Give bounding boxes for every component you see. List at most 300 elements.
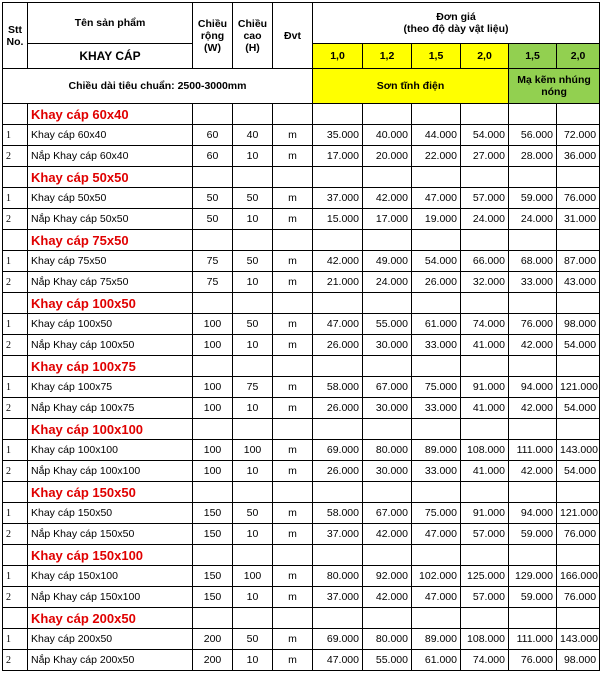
price-cell: 91.000 bbox=[461, 503, 509, 524]
thickness-paint-1: 1,0 bbox=[313, 44, 363, 69]
product-width: 100 bbox=[193, 377, 233, 398]
price-cell: 47.000 bbox=[313, 650, 363, 671]
price-cell: 166.000 bbox=[557, 566, 600, 587]
table-row bbox=[3, 440, 600, 461]
price-cell: 33.000 bbox=[412, 335, 461, 356]
price-cell: 57.000 bbox=[461, 188, 509, 209]
price-cell: 54.000 bbox=[557, 398, 600, 419]
price-cell: 58.000 bbox=[313, 377, 363, 398]
empty-cell bbox=[412, 230, 461, 251]
product-height: 10 bbox=[233, 335, 273, 356]
price-cell: 33.000 bbox=[412, 398, 461, 419]
price-cell: 32.000 bbox=[461, 272, 509, 293]
price-cell: 27.000 bbox=[461, 146, 509, 167]
empty-cell bbox=[412, 167, 461, 188]
table-row bbox=[3, 398, 600, 419]
price-cell: 94.000 bbox=[509, 503, 557, 524]
price-cell: 47.000 bbox=[412, 524, 461, 545]
price-cell: 41.000 bbox=[461, 335, 509, 356]
product-name: Nắp Khay cáp 60x40 bbox=[28, 146, 193, 167]
empty-cell bbox=[313, 482, 363, 503]
empty-cell bbox=[461, 356, 509, 377]
product-width: 60 bbox=[193, 125, 233, 146]
empty-cell bbox=[273, 230, 313, 251]
product-unit: m bbox=[273, 524, 313, 545]
stt-cell bbox=[3, 545, 28, 566]
table-row bbox=[3, 503, 600, 524]
product-height: 10 bbox=[233, 146, 273, 167]
price-cell: 42.000 bbox=[363, 587, 412, 608]
empty-cell bbox=[412, 293, 461, 314]
product-width: 100 bbox=[193, 398, 233, 419]
table-row bbox=[3, 125, 600, 146]
empty-cell bbox=[193, 230, 233, 251]
empty-cell bbox=[557, 482, 600, 503]
price-cell: 80.000 bbox=[313, 566, 363, 587]
price-cell: 80.000 bbox=[363, 440, 412, 461]
price-cell: 143.000 bbox=[557, 440, 600, 461]
stt-cell bbox=[3, 419, 28, 440]
empty-cell bbox=[557, 104, 600, 125]
empty-cell bbox=[461, 230, 509, 251]
empty-cell bbox=[557, 545, 600, 566]
empty-cell bbox=[412, 482, 461, 503]
empty-cell bbox=[412, 356, 461, 377]
empty-cell bbox=[509, 419, 557, 440]
product-height: 10 bbox=[233, 587, 273, 608]
product-name: Khay cáp 150x50 bbox=[28, 503, 193, 524]
empty-cell bbox=[363, 608, 412, 629]
price-cell: 75.000 bbox=[412, 503, 461, 524]
product-name: Nắp Khay cáp 50x50 bbox=[28, 209, 193, 230]
price-cell: 22.000 bbox=[412, 146, 461, 167]
group-title: Khay cáp 75x50 bbox=[28, 230, 193, 251]
product-width: 150 bbox=[193, 566, 233, 587]
table-row bbox=[3, 650, 600, 671]
price-cell: 74.000 bbox=[461, 650, 509, 671]
empty-cell bbox=[363, 293, 412, 314]
price-cell: 108.000 bbox=[461, 629, 509, 650]
stt-cell bbox=[3, 608, 28, 629]
price-cell: 92.000 bbox=[363, 566, 412, 587]
table-row bbox=[3, 566, 600, 587]
price-cell: 42.000 bbox=[509, 335, 557, 356]
row-stt: 2 bbox=[3, 272, 28, 293]
product-unit: m bbox=[273, 188, 313, 209]
price-cell: 143.000 bbox=[557, 629, 600, 650]
empty-cell bbox=[233, 230, 273, 251]
product-name: Khay cáp 200x50 bbox=[28, 629, 193, 650]
price-cell: 17.000 bbox=[363, 209, 412, 230]
price-cell: 121.000 bbox=[557, 377, 600, 398]
stt-cell bbox=[3, 104, 28, 125]
price-cell: 76.000 bbox=[557, 188, 600, 209]
price-cell: 102.000 bbox=[412, 566, 461, 587]
group-title: Khay cáp 60x40 bbox=[28, 104, 193, 125]
product-name: Khay cáp 100x50 bbox=[28, 314, 193, 335]
group-row bbox=[3, 545, 600, 566]
price-cell: 76.000 bbox=[557, 524, 600, 545]
empty-cell bbox=[233, 356, 273, 377]
price-cell: 40.000 bbox=[363, 125, 412, 146]
product-width: 100 bbox=[193, 335, 233, 356]
header-product: KHAY CÁP bbox=[28, 44, 193, 69]
product-height: 50 bbox=[233, 188, 273, 209]
row-stt: 2 bbox=[3, 398, 28, 419]
price-cell: 19.000 bbox=[412, 209, 461, 230]
standard-length: Chiều dài tiêu chuẩn: 2500-3000mm bbox=[3, 69, 313, 104]
price-cell: 74.000 bbox=[461, 314, 509, 335]
product-name: Nắp Khay cáp 100x100 bbox=[28, 461, 193, 482]
product-height: 10 bbox=[233, 524, 273, 545]
price-cell: 26.000 bbox=[313, 398, 363, 419]
stt-cell bbox=[3, 356, 28, 377]
price-table bbox=[2, 2, 600, 671]
row-stt: 1 bbox=[3, 188, 28, 209]
empty-cell bbox=[557, 608, 600, 629]
product-height: 10 bbox=[233, 461, 273, 482]
row-stt: 2 bbox=[3, 461, 28, 482]
price-cell: 76.000 bbox=[509, 314, 557, 335]
price-cell: 98.000 bbox=[557, 650, 600, 671]
product-width: 150 bbox=[193, 587, 233, 608]
price-cell: 24.000 bbox=[461, 209, 509, 230]
group-row bbox=[3, 167, 600, 188]
empty-cell bbox=[509, 104, 557, 125]
header-price-note: (theo độ dày vật liệu) bbox=[403, 23, 509, 35]
empty-cell bbox=[557, 230, 600, 251]
row-stt: 2 bbox=[3, 587, 28, 608]
product-width: 150 bbox=[193, 524, 233, 545]
price-cell: 36.000 bbox=[557, 146, 600, 167]
group-title: Khay cáp 100x100 bbox=[28, 419, 193, 440]
empty-cell bbox=[509, 608, 557, 629]
empty-cell bbox=[233, 104, 273, 125]
empty-cell bbox=[313, 608, 363, 629]
table-row bbox=[3, 251, 600, 272]
empty-cell bbox=[557, 419, 600, 440]
price-cell: 89.000 bbox=[412, 440, 461, 461]
product-name: Nắp Khay cáp 100x75 bbox=[28, 398, 193, 419]
product-height: 40 bbox=[233, 125, 273, 146]
price-cell: 15.000 bbox=[313, 209, 363, 230]
product-height: 50 bbox=[233, 251, 273, 272]
price-cell: 55.000 bbox=[363, 314, 412, 335]
empty-cell bbox=[412, 419, 461, 440]
product-unit: m bbox=[273, 461, 313, 482]
table-row bbox=[3, 461, 600, 482]
price-cell: 61.000 bbox=[412, 650, 461, 671]
empty-cell bbox=[233, 545, 273, 566]
product-name: Khay cáp 60x40 bbox=[28, 125, 193, 146]
product-name: Nắp Khay cáp 150x50 bbox=[28, 524, 193, 545]
price-cell: 68.000 bbox=[509, 251, 557, 272]
product-name: Khay cáp 75x50 bbox=[28, 251, 193, 272]
price-cell: 67.000 bbox=[363, 377, 412, 398]
stt-cell bbox=[3, 230, 28, 251]
empty-cell bbox=[509, 167, 557, 188]
empty-cell bbox=[273, 104, 313, 125]
stt-cell bbox=[3, 293, 28, 314]
row-stt: 2 bbox=[3, 650, 28, 671]
price-cell: 42.000 bbox=[363, 524, 412, 545]
price-cell: 125.000 bbox=[461, 566, 509, 587]
product-unit: m bbox=[273, 566, 313, 587]
row-stt: 1 bbox=[3, 125, 28, 146]
empty-cell bbox=[509, 356, 557, 377]
table-row bbox=[3, 272, 600, 293]
price-cell: 42.000 bbox=[313, 251, 363, 272]
price-cell: 42.000 bbox=[363, 188, 412, 209]
price-cell: 37.000 bbox=[313, 524, 363, 545]
product-height: 50 bbox=[233, 314, 273, 335]
table-row bbox=[3, 629, 600, 650]
empty-cell bbox=[313, 167, 363, 188]
thickness-galv-2: 2,0 bbox=[557, 44, 600, 69]
group-title: Khay cáp 150x50 bbox=[28, 482, 193, 503]
product-unit: m bbox=[273, 650, 313, 671]
thickness-paint-3: 1,5 bbox=[412, 44, 461, 69]
thickness-paint-2: 1,2 bbox=[363, 44, 412, 69]
empty-cell bbox=[461, 104, 509, 125]
product-unit: m bbox=[273, 503, 313, 524]
price-cell: 47.000 bbox=[313, 314, 363, 335]
empty-cell bbox=[233, 419, 273, 440]
empty-cell bbox=[461, 167, 509, 188]
product-width: 150 bbox=[193, 503, 233, 524]
product-height: 10 bbox=[233, 209, 273, 230]
empty-cell bbox=[509, 230, 557, 251]
price-cell: 111.000 bbox=[509, 629, 557, 650]
price-cell: 108.000 bbox=[461, 440, 509, 461]
price-cell: 72.000 bbox=[557, 125, 600, 146]
row-stt: 1 bbox=[3, 251, 28, 272]
empty-cell bbox=[461, 293, 509, 314]
price-cell: 57.000 bbox=[461, 587, 509, 608]
table-row bbox=[3, 314, 600, 335]
price-cell: 61.000 bbox=[412, 314, 461, 335]
row-stt: 1 bbox=[3, 503, 28, 524]
header-height: Chiều cao (H) bbox=[233, 3, 273, 69]
empty-cell bbox=[509, 293, 557, 314]
group-title: Khay cáp 200x50 bbox=[28, 608, 193, 629]
table-row bbox=[3, 377, 600, 398]
empty-cell bbox=[193, 419, 233, 440]
product-height: 10 bbox=[233, 398, 273, 419]
price-cell: 44.000 bbox=[412, 125, 461, 146]
price-cell: 66.000 bbox=[461, 251, 509, 272]
empty-cell bbox=[193, 608, 233, 629]
product-width: 200 bbox=[193, 650, 233, 671]
empty-cell bbox=[273, 356, 313, 377]
row-stt: 2 bbox=[3, 524, 28, 545]
price-cell: 33.000 bbox=[412, 461, 461, 482]
empty-cell bbox=[363, 230, 412, 251]
price-cell: 33.000 bbox=[509, 272, 557, 293]
header-width: Chiều rộng (W) bbox=[193, 3, 233, 69]
price-cell: 35.000 bbox=[313, 125, 363, 146]
empty-cell bbox=[363, 482, 412, 503]
table-row bbox=[3, 335, 600, 356]
thickness-galv-1: 1,5 bbox=[509, 44, 557, 69]
product-height: 100 bbox=[233, 566, 273, 587]
product-height: 100 bbox=[233, 440, 273, 461]
row-stt: 2 bbox=[3, 209, 28, 230]
price-cell: 121.000 bbox=[557, 503, 600, 524]
empty-cell bbox=[193, 293, 233, 314]
group-title: Khay cáp 150x100 bbox=[28, 545, 193, 566]
price-cell: 76.000 bbox=[509, 650, 557, 671]
product-width: 60 bbox=[193, 146, 233, 167]
empty-cell bbox=[557, 293, 600, 314]
header-product-name: Tên sản phẩm bbox=[28, 3, 193, 44]
empty-cell bbox=[273, 167, 313, 188]
empty-cell bbox=[363, 104, 412, 125]
product-unit: m bbox=[273, 209, 313, 230]
product-width: 100 bbox=[193, 314, 233, 335]
product-width: 75 bbox=[193, 251, 233, 272]
header-price-title: Đơn giá bbox=[436, 11, 476, 23]
price-cell: 28.000 bbox=[509, 146, 557, 167]
price-cell: 21.000 bbox=[313, 272, 363, 293]
price-cell: 87.000 bbox=[557, 251, 600, 272]
stt-cell bbox=[3, 167, 28, 188]
price-cell: 89.000 bbox=[412, 629, 461, 650]
price-cell: 59.000 bbox=[509, 524, 557, 545]
product-unit: m bbox=[273, 125, 313, 146]
empty-cell bbox=[313, 419, 363, 440]
group-row bbox=[3, 230, 600, 251]
price-cell: 54.000 bbox=[461, 125, 509, 146]
empty-cell bbox=[233, 167, 273, 188]
empty-cell bbox=[273, 608, 313, 629]
group-title: Khay cáp 100x50 bbox=[28, 293, 193, 314]
empty-cell bbox=[273, 482, 313, 503]
group-title: Khay cáp 100x75 bbox=[28, 356, 193, 377]
product-height: 10 bbox=[233, 272, 273, 293]
product-height: 50 bbox=[233, 503, 273, 524]
group-row bbox=[3, 482, 600, 503]
empty-cell bbox=[233, 293, 273, 314]
group-row bbox=[3, 356, 600, 377]
empty-cell bbox=[412, 104, 461, 125]
price-cell: 59.000 bbox=[509, 587, 557, 608]
product-unit: m bbox=[273, 587, 313, 608]
row-stt: 2 bbox=[3, 335, 28, 356]
product-unit: m bbox=[273, 272, 313, 293]
empty-cell bbox=[557, 167, 600, 188]
empty-cell bbox=[363, 545, 412, 566]
price-cell: 54.000 bbox=[557, 335, 600, 356]
empty-cell bbox=[273, 545, 313, 566]
empty-cell bbox=[363, 356, 412, 377]
price-cell: 17.000 bbox=[313, 146, 363, 167]
product-unit: m bbox=[273, 629, 313, 650]
header-unit: Đvt bbox=[273, 3, 313, 69]
product-height: 75 bbox=[233, 377, 273, 398]
table-row bbox=[3, 188, 600, 209]
product-unit: m bbox=[273, 146, 313, 167]
empty-cell bbox=[313, 230, 363, 251]
price-cell: 56.000 bbox=[509, 125, 557, 146]
product-unit: m bbox=[273, 314, 313, 335]
price-cell: 43.000 bbox=[557, 272, 600, 293]
product-width: 100 bbox=[193, 440, 233, 461]
price-cell: 37.000 bbox=[313, 188, 363, 209]
empty-cell bbox=[412, 608, 461, 629]
product-unit: m bbox=[273, 335, 313, 356]
price-cell: 111.000 bbox=[509, 440, 557, 461]
row-stt: 1 bbox=[3, 566, 28, 587]
price-cell: 80.000 bbox=[363, 629, 412, 650]
price-cell: 91.000 bbox=[461, 377, 509, 398]
price-cell: 24.000 bbox=[509, 209, 557, 230]
empty-cell bbox=[509, 482, 557, 503]
product-width: 100 bbox=[193, 461, 233, 482]
product-unit: m bbox=[273, 398, 313, 419]
product-unit: m bbox=[273, 377, 313, 398]
product-name: Khay cáp 100x100 bbox=[28, 440, 193, 461]
price-cell: 37.000 bbox=[313, 587, 363, 608]
header-stt: Stt No. bbox=[3, 3, 28, 69]
price-cell: 75.000 bbox=[412, 377, 461, 398]
group-row bbox=[3, 293, 600, 314]
product-width: 50 bbox=[193, 188, 233, 209]
price-cell: 94.000 bbox=[509, 377, 557, 398]
price-cell: 26.000 bbox=[412, 272, 461, 293]
table-row bbox=[3, 524, 600, 545]
row-stt: 1 bbox=[3, 440, 28, 461]
empty-cell bbox=[193, 545, 233, 566]
price-cell: 98.000 bbox=[557, 314, 600, 335]
empty-cell bbox=[193, 482, 233, 503]
empty-cell bbox=[363, 419, 412, 440]
group-row bbox=[3, 608, 600, 629]
product-unit: m bbox=[273, 440, 313, 461]
empty-cell bbox=[557, 356, 600, 377]
empty-cell bbox=[412, 545, 461, 566]
price-cell: 67.000 bbox=[363, 503, 412, 524]
header-price bbox=[313, 3, 600, 44]
finish-galv: Mạ kẽm nhúng nóng bbox=[509, 69, 600, 104]
empty-cell bbox=[509, 545, 557, 566]
empty-cell bbox=[313, 293, 363, 314]
empty-cell bbox=[461, 545, 509, 566]
row-stt: 1 bbox=[3, 377, 28, 398]
row-stt: 2 bbox=[3, 146, 28, 167]
empty-cell bbox=[193, 356, 233, 377]
group-row bbox=[3, 104, 600, 125]
empty-cell bbox=[313, 545, 363, 566]
price-cell: 49.000 bbox=[363, 251, 412, 272]
price-cell: 41.000 bbox=[461, 398, 509, 419]
product-name: Khay cáp 150x100 bbox=[28, 566, 193, 587]
price-cell: 41.000 bbox=[461, 461, 509, 482]
product-width: 50 bbox=[193, 209, 233, 230]
price-cell: 30.000 bbox=[363, 335, 412, 356]
price-cell: 26.000 bbox=[313, 461, 363, 482]
empty-cell bbox=[363, 167, 412, 188]
product-height: 50 bbox=[233, 629, 273, 650]
empty-cell bbox=[461, 419, 509, 440]
table-row bbox=[3, 146, 600, 167]
empty-cell bbox=[461, 482, 509, 503]
table-row bbox=[3, 209, 600, 230]
price-cell: 30.000 bbox=[363, 461, 412, 482]
price-cell: 30.000 bbox=[363, 398, 412, 419]
empty-cell bbox=[273, 419, 313, 440]
price-cell: 59.000 bbox=[509, 188, 557, 209]
